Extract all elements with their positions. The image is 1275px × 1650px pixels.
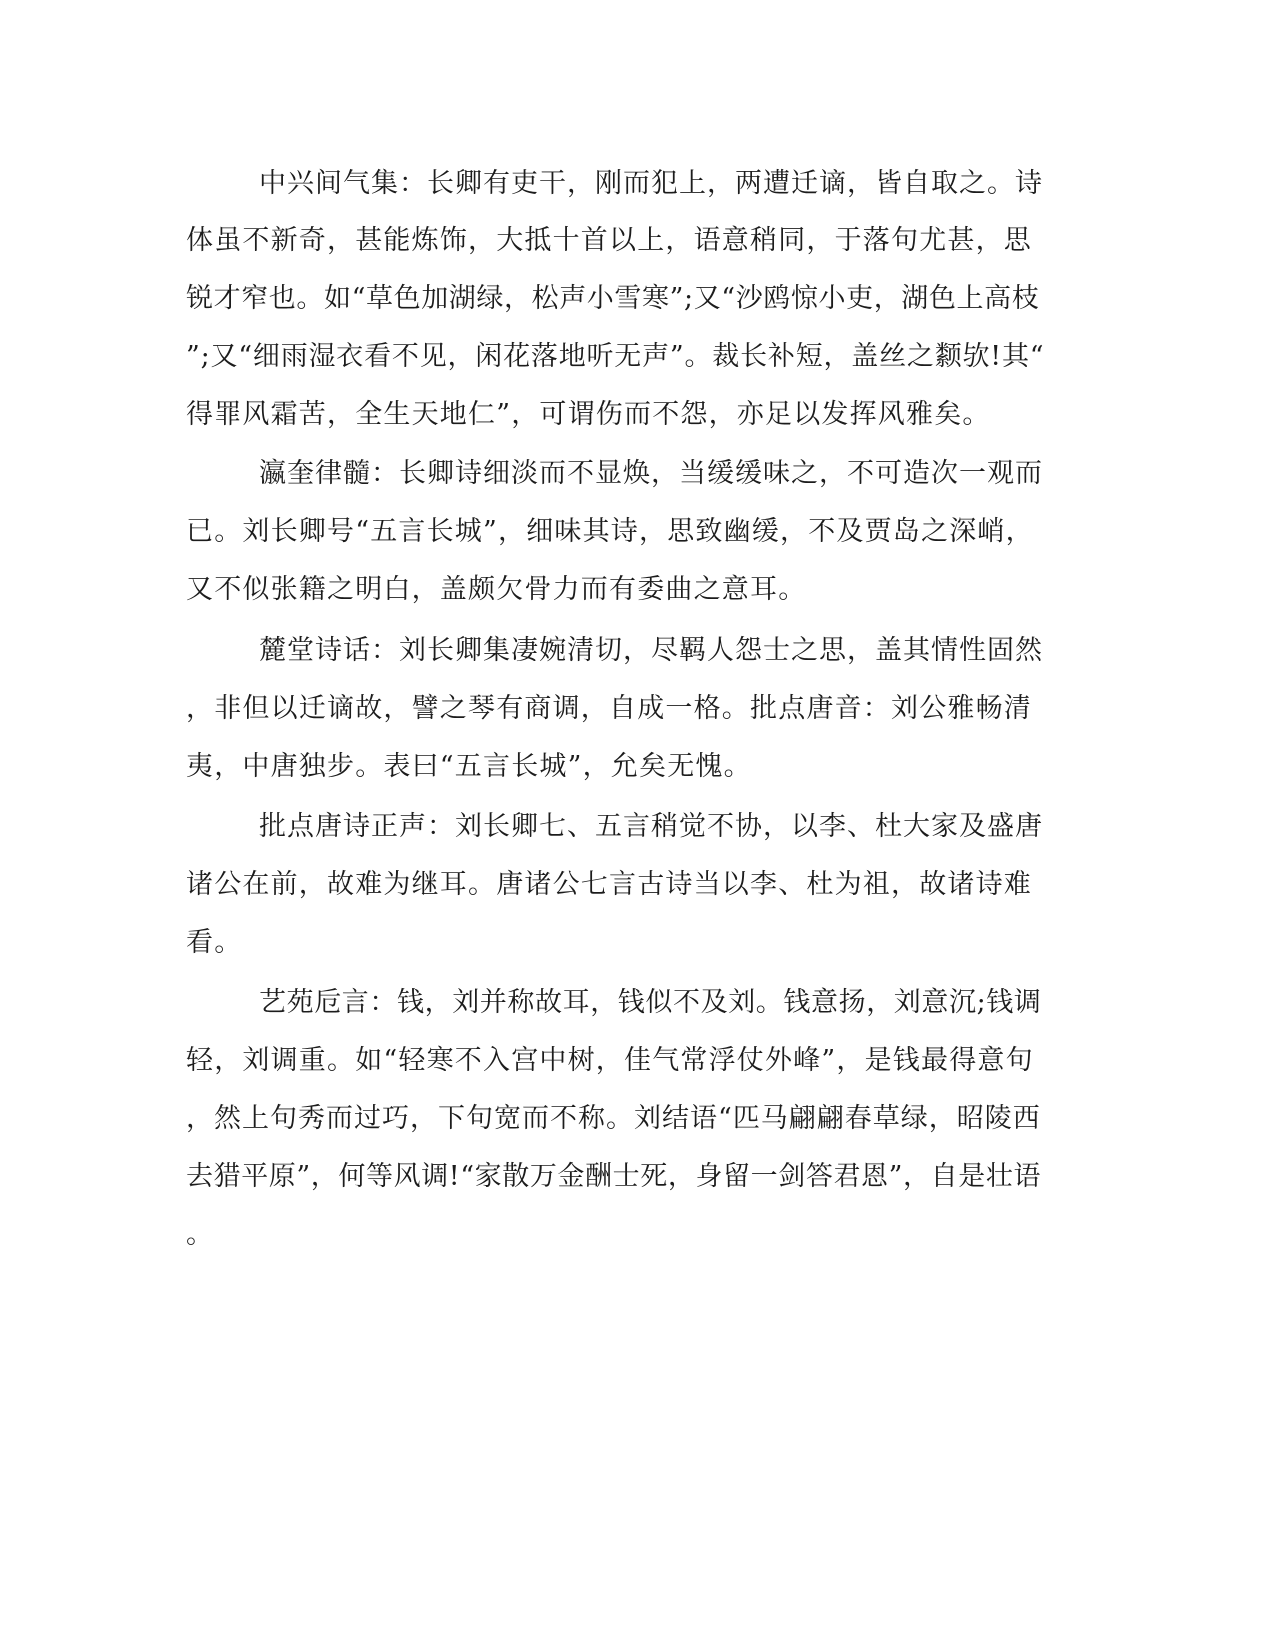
text-line: 锐才窄也。如“草色加湖绿，松声小雪寒”;又“沙鸥惊小吏，湖色上高枝 <box>186 283 1040 314</box>
text-line: ”;又“细雨湿衣看不见，闲花落地听无声”。裁长补短，盖丝之颣欤!其“ <box>186 341 1045 372</box>
text-line: 得罪风霜苦，全生天地仁”，可谓伤而不怨，亦足以发挥风雅矣。 <box>186 399 991 430</box>
text-line: 批点唐诗正声：刘长卿七、五言稍觉不协，以李、杜大家及盛唐 <box>259 811 1043 842</box>
text-line: 夷，中唐独步。表曰“五言长城”，允矣无愧。 <box>186 751 752 782</box>
text-line: 体虽不新奇，甚能炼饰，大抵十首以上，语意稍同，于落句尤甚，思 <box>186 225 1032 256</box>
text-line: ，然上句秀而过巧，下句宽而不称。刘结语“匹马翩翩春草绿，昭陵西 <box>186 1103 1041 1134</box>
text-line: 诸公在前，故难为继耳。唐诸公七言古诗当以李、杜为祖，故诸诗难 <box>186 869 1032 900</box>
text-line: 去猎平原”，何等风调!“家散万金酬士死，身留一剑答君恩”，自是壮语 <box>186 1161 1042 1192</box>
text-line: 艺苑卮言：钱，刘并称故耳，钱似不及刘。钱意扬，刘意沉;钱调 <box>259 987 1042 1018</box>
text-line: 中兴间气集：长卿有吏干，刚而犯上，两遭迁谪，皆自取之。诗 <box>259 168 1043 199</box>
text-line: 瀛奎律髓：长卿诗细淡而不显焕，当缓缓味之，不可造次一观而 <box>259 458 1043 489</box>
text-line: 。 <box>186 1219 215 1250</box>
text-line: 轻，刘调重。如“轻寒不入宫中树，佳气常浮仗外峰”，是钱最得意句 <box>186 1045 1034 1076</box>
text-line: ，非但以迁谪故，譬之琴有商调，自成一格。批点唐音：刘公雅畅清 <box>186 693 1032 724</box>
text-line: 已。刘长卿号“五言长城”，细味其诗，思致幽缓，不及贾岛之深峭， <box>186 516 1034 547</box>
text-line: 麓堂诗话：刘长卿集凄婉清切，尽羁人怨士之思，盖其情性固然 <box>259 635 1043 666</box>
text-line: 看。 <box>186 927 243 958</box>
text-line: 又不似张籍之明白，盖颇欠骨力而有委曲之意耳。 <box>186 574 807 605</box>
